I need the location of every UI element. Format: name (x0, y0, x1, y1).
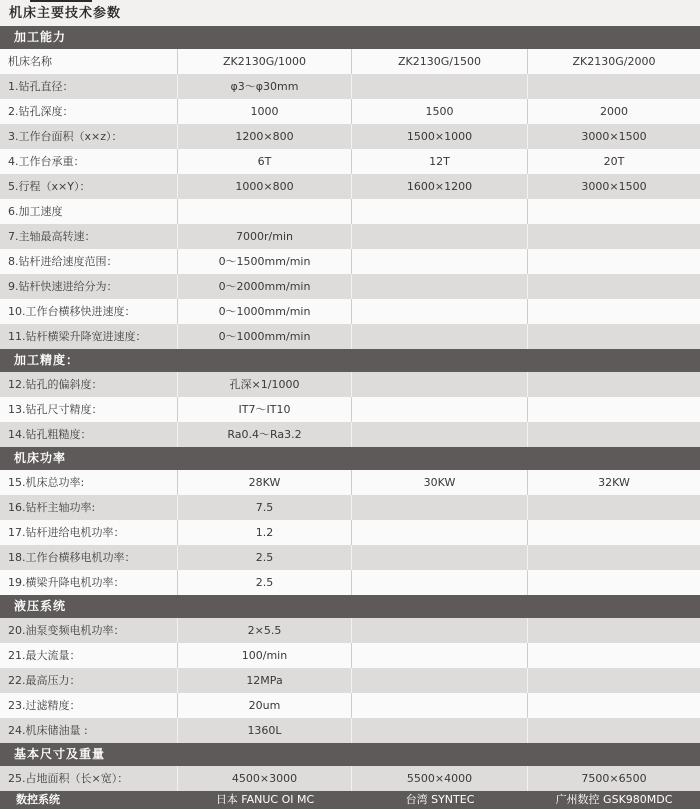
cell-value: 7500×6500 (581, 772, 647, 785)
section-header: 基本尺寸及重量 (0, 743, 700, 766)
cell-value (528, 495, 700, 520)
cell-value (352, 495, 528, 520)
section-header: 液压系统 (0, 595, 700, 618)
row-label: 21.最大流量： (0, 643, 178, 668)
table-row (0, 643, 700, 668)
cell-value: 7.5 (178, 495, 352, 520)
row-label: 6.加工速度 (0, 199, 178, 224)
cell-value: 5500×4000 (352, 766, 528, 791)
cell-value (352, 372, 528, 397)
models-header-label: 机床名称 (0, 49, 178, 74)
cell-value: 1.2 (178, 520, 352, 545)
cell-value (352, 520, 528, 545)
model-name: ZK2130G/1000 (178, 49, 352, 74)
cell-value (352, 199, 528, 224)
row-label: 4.工作台承重： (0, 149, 178, 174)
cell-value (352, 570, 528, 595)
table-row (0, 495, 700, 520)
spec-table (0, 26, 700, 809)
cell-value: 4500×3000 (178, 766, 352, 791)
cell-value: 20T (603, 155, 625, 168)
cell-value: 1500 (352, 99, 528, 124)
model-name: ZK2130G/1500 (352, 49, 528, 74)
row-label: 9.钻杆快速进给分为： (0, 274, 178, 299)
table-row (0, 199, 700, 224)
table-row (0, 668, 700, 693)
cell-value (528, 372, 700, 397)
cell-value (528, 693, 700, 718)
cell-value: 0～1000mm/min (178, 324, 352, 349)
cell-value: 0～2000mm/min (178, 274, 352, 299)
table-row (0, 545, 700, 570)
row-label: 18.工作台横移电机功率： (0, 545, 178, 570)
cell-value: 20um (178, 693, 352, 718)
cell-value (352, 74, 528, 99)
row-label: 3.工作台面积（x×z）： (0, 124, 178, 149)
row-label: 11.钻杆横梁升降宽进速度： (0, 324, 178, 349)
row-label: 2.钻孔深度： (0, 99, 178, 124)
table-row (0, 124, 700, 149)
table-row (0, 224, 700, 249)
cell-value: 1000 (178, 99, 352, 124)
cell-value (528, 224, 700, 249)
cell-value (528, 199, 700, 224)
table-row (0, 372, 700, 397)
cell-value (352, 249, 528, 274)
table-row (0, 249, 700, 274)
section-header: 机床功率 (0, 447, 700, 470)
cell-value: φ3～φ30mm (178, 74, 352, 99)
cnc-system-row (0, 791, 700, 809)
cell-value: 1500×1000 (352, 124, 528, 149)
models-header-row (0, 49, 700, 74)
row-label: 1.钻孔直径： (0, 74, 178, 99)
cell-value (528, 668, 700, 693)
cell-value (528, 274, 700, 299)
row-label: 14.钻孔粗糙度： (0, 422, 178, 447)
cell-value (352, 397, 528, 422)
cell-value (528, 324, 700, 349)
cell-value (528, 397, 700, 422)
cell-value (352, 693, 528, 718)
cell-value: 100/min (178, 643, 352, 668)
row-label: 20.油泵变频电机功率： (0, 618, 178, 643)
cell-value: 1200×800 (178, 124, 352, 149)
section-header: 加工精度： (0, 349, 700, 372)
cell-value (352, 545, 528, 570)
table-row (0, 74, 700, 99)
cell-value (352, 224, 528, 249)
row-label: 7.主轴最高转速： (0, 224, 178, 249)
cell-value (528, 520, 700, 545)
table-row (0, 766, 700, 791)
row-label: 15.机床总功率: (0, 470, 178, 495)
cell-value (528, 643, 700, 668)
table-row (0, 299, 700, 324)
cell-value: 30KW (352, 470, 528, 495)
row-label: 24.机床储油量 : (0, 718, 178, 743)
cell-value (528, 74, 700, 99)
cell-value: 6T (178, 149, 352, 174)
cell-value (352, 299, 528, 324)
cell-value: 12MPa (178, 668, 352, 693)
cell-value: 1600×1200 (352, 174, 528, 199)
table-row (0, 693, 700, 718)
row-label: 25.占地面积（长×宽）： (0, 766, 178, 791)
cell-value (528, 718, 700, 743)
cell-value (528, 299, 700, 324)
cell-value: 0～1000mm/min (178, 299, 352, 324)
cell-value: 2000 (600, 105, 628, 118)
cell-value: 28KW (178, 470, 352, 495)
table-row (0, 718, 700, 743)
row-label: 12.钻孔的偏斜度： (0, 372, 178, 397)
cell-value (352, 668, 528, 693)
row-label: 10.工作台横移快进速度： (0, 299, 178, 324)
cell-value (352, 324, 528, 349)
table-row (0, 397, 700, 422)
cnc-system-value: 台湾 SYNTEC (405, 793, 475, 806)
cell-value: 2×5.5 (178, 618, 352, 643)
table-row (0, 470, 700, 495)
row-label: 8.钻杆进给速度范围： (0, 249, 178, 274)
cell-value (528, 545, 700, 570)
cell-value: 32KW (598, 476, 630, 489)
cell-value: 0～1500mm/min (178, 249, 352, 274)
table-row (0, 274, 700, 299)
model-name: ZK2130G/2000 (572, 55, 656, 68)
page-title: 机床主要技术参数 (9, 6, 122, 21)
cell-value: 3000×1500 (581, 180, 647, 193)
row-label: 13.钻孔尺寸精度： (0, 397, 178, 422)
table-row (0, 99, 700, 124)
cell-value: 2.5 (178, 545, 352, 570)
table-row (0, 520, 700, 545)
cell-value (352, 422, 528, 447)
cnc-system-value: 日本 FANUC OI MC (215, 793, 315, 806)
row-label: 23.过滤精度： (0, 693, 178, 718)
row-label: 22.最高压力： (0, 668, 178, 693)
cell-value: 1000×800 (178, 174, 352, 199)
row-label: 19.横梁升降电机功率： (0, 570, 178, 595)
row-label: 5.行程（x×Y）： (0, 174, 178, 199)
cell-value (178, 199, 352, 224)
cell-value: 7000r/min (178, 224, 352, 249)
row-label: 17.钻杆进给电机功率： (0, 520, 178, 545)
cell-value: 3000×1500 (581, 130, 647, 143)
cell-value (528, 570, 700, 595)
cell-value (528, 249, 700, 274)
cell-value: 2.5 (178, 570, 352, 595)
table-row (0, 422, 700, 447)
table-row (0, 149, 700, 174)
cell-value: 孔深×1/1000 (178, 372, 352, 397)
table-row (0, 324, 700, 349)
cell-value (352, 643, 528, 668)
section-header: 加工能力 (0, 26, 700, 49)
cell-value (352, 718, 528, 743)
row-label: 16.钻杆主轴功率: (0, 495, 178, 520)
top-crop-artifact (30, 0, 92, 2)
cell-value: Ra0.4～Ra3.2 (178, 422, 352, 447)
cell-value (528, 618, 700, 643)
cnc-system-value: 广州数控 GSK980MDC (555, 793, 673, 806)
cnc-system-label: 数控系统 (16, 793, 60, 806)
cell-value: 1360L (178, 718, 352, 743)
table-row (0, 174, 700, 199)
table-row (0, 570, 700, 595)
cell-value (352, 618, 528, 643)
table-row (0, 618, 700, 643)
cell-value: 12T (352, 149, 528, 174)
cell-value (528, 422, 700, 447)
cell-value: IT7～IT10 (178, 397, 352, 422)
cell-value (352, 274, 528, 299)
